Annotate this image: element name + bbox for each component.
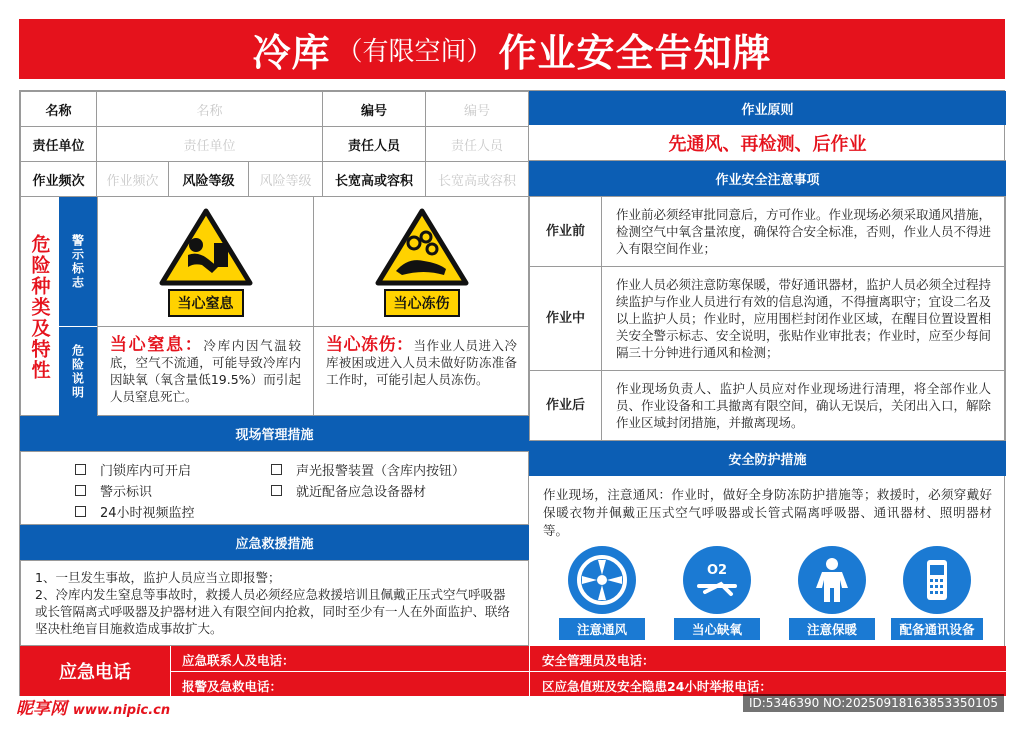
emergency-phone-title: 应急电话 [59,662,131,683]
phase-after-text: 作业现场负责人、监护人员应对作业现场进行清理，将全部作业人员、作业设备和工具撤离有限空间，确认无误后，关闭出入口，解除作业区域封闭措施，并撤离现场。 [602,371,1006,441]
desc-suffocation-text: 冷库内因气温较底，空气不流通，可能导致冷库内因缺氧（氧含量低19.5%）而引起人员窒息死亡。 [110,338,301,404]
table-row [530,267,1006,371]
notes-header: 作业安全注意事项 [529,161,1006,196]
info-table-row3 [20,161,529,197]
freq-field[interactable]: 作业频次 [97,162,169,197]
ppe-oxygen [674,546,760,640]
district-phone-label: 区应急值班及安全隐患24小时举报电话： [542,679,772,694]
code-label: 编号 [323,92,426,127]
phase-before: 作业前 [530,197,602,267]
checklist-item[interactable]: 24小时视频监控 [75,502,195,521]
checkbox[interactable] [75,485,86,496]
title-paren: （有限空间） [336,36,493,67]
person-field[interactable]: 责任人员 [426,127,529,162]
name-field[interactable]: 名称 [97,92,323,127]
phase-after: 作业后 [530,371,602,441]
risk-label: 风险等级 [169,162,249,197]
safety-phone-label: 安全管理员及电话： [542,653,655,668]
phase-during-text: 作业人员必须注意防寒保暖，带好通讯器材，监护人员必须全过程持续监护与作业人员进行有效的信息沟通，不得擅离职守；宜设二名及以上监护人员；作业时，应用围栏封闭作业区域，在醒目位置设置相关安全警示标志、安全说明，张贴作业审批表；作业时，应至少每间隔三十分钟进行通风和检测； [602,267,1006,371]
protection-header: 安全防护措施 [529,441,1006,476]
divider [529,646,530,696]
watermark-url: www.nipic.cn [72,703,171,718]
hazard-side-desc: 危险说明 [59,327,97,417]
principle-text: 先通风、再检测、后作业 [529,125,1006,161]
suffocation-warning-icon [158,207,254,287]
hazard-section [20,196,529,416]
frostbite-warning-icon [374,207,470,287]
info-table [20,91,529,162]
name-label: 名称 [21,92,97,127]
title-right: 作业安全告知牌 [498,30,772,75]
emergency-measures-header: 应急救援措施 [20,525,529,560]
watermark-logo [16,694,170,719]
phase-during: 作业中 [530,267,602,371]
phone-icon [903,546,971,614]
checkbox[interactable] [271,464,282,475]
phase-before-text: 作业前必须经审批同意后，方可作业。作业现场必须采取通风措施，检测空气中氧含量浓度，确保符合安全标准，否则，作业人员不得进入有限空间作业； [602,197,1006,267]
unit-label: 责任单位 [21,127,97,162]
desc-suffocation [97,327,313,417]
oxygen-icon [683,546,751,614]
unit-field[interactable]: 责任单位 [97,127,323,162]
ppe-communication-label: 配备通讯设备 [891,618,983,640]
code-field[interactable]: 编号 [426,92,529,127]
emergency-measures-text [20,560,529,646]
divider [170,671,1006,672]
desc-frostbite-text: 当作业人员进入冷库被困或进入人员未做好防冻准备工作时，可能引起人员冻伤。 [326,338,517,387]
desc-frostbite-head: 当心冻伤： [326,335,414,355]
title-left: 冷库 [252,30,331,75]
table-row [530,371,1006,441]
table-row [530,197,1006,267]
sign-frostbite-label: 当心冻伤 [384,289,460,317]
ppe-oxygen-label: 当心缺氧 [674,618,760,640]
checklist-item[interactable]: 就近配备应急设备器材 [271,481,426,500]
checkbox[interactable] [75,464,86,475]
checklist-item[interactable]: 声光报警装置（含库内按钮） [271,460,465,479]
contact-phone-label: 应急联系人及电话： [182,653,295,668]
checklist-item[interactable]: 警示标识 [75,481,152,500]
ppe-ventilation [559,546,645,640]
ppe-ventilation-label: 注意通风 [559,618,645,640]
freq-label: 作业频次 [21,162,97,197]
checklist-item[interactable]: 门锁库内可开启 [75,460,191,479]
emergency-line-1: 1、一旦发生事故，监护人员应当立即报警； [35,570,281,585]
site-measures-list [20,451,529,525]
sign-suffocation [97,197,313,327]
hazard-title: 危险种类及特性 [28,233,51,381]
checkbox[interactable] [75,506,86,517]
desc-suffocation-head: 当心窒息： [110,335,204,355]
sign-suffocation-label: 当心窒息 [168,289,244,317]
hazard-side-sign: 警示标志 [59,197,97,327]
desc-frostbite [313,327,529,417]
risk-field[interactable]: 风险等级 [249,162,323,197]
principle-header: 作业原则 [529,91,1006,125]
svg-text:O2: O2 [706,563,728,578]
emergency-phone-bar [20,646,1006,696]
protection-text: 作业现场，注意通风：作业时，做好全身防冻防护措施等；救援时，必须穿戴好保暖衣物并佩戴正压式空气呼吸器或长管式隔离呼吸器、通讯器材、照明器材等。 [543,487,992,538]
watermark-logo-text: 昵享网 [16,699,67,719]
checkbox[interactable] [271,485,282,496]
notes-table [529,196,1006,441]
sign-frostbite [313,197,529,327]
alarm-phone-label: 报警及急救电话： [182,679,283,694]
fan-icon [568,546,636,614]
ppe-warmth [789,546,875,640]
coat-icon [798,546,866,614]
title-banner [19,19,1005,79]
size-label: 长宽高或容积 [323,162,426,197]
person-label: 责任人员 [323,127,426,162]
size-field[interactable]: 长宽高或容积 [426,162,529,197]
ppe-communication [891,546,983,640]
emergency-line-2: 2、冷库内发生窒息等事故时，救援人员必须经应急救援培训且佩戴正压式空气呼吸器或长管隔离式呼吸器及护器材进入有限空间内抢救，同时至少有一人在外面监护、联络坚决杜绝盲目施救造成事故扩大。 [35,587,511,636]
site-measures-header: 现场管理措施 [20,416,529,451]
notice-board [19,90,1005,696]
ppe-warmth-label: 注意保暖 [789,618,875,640]
watermark-id: ID:5346390 NO:20250918163853350105 [743,694,1004,712]
